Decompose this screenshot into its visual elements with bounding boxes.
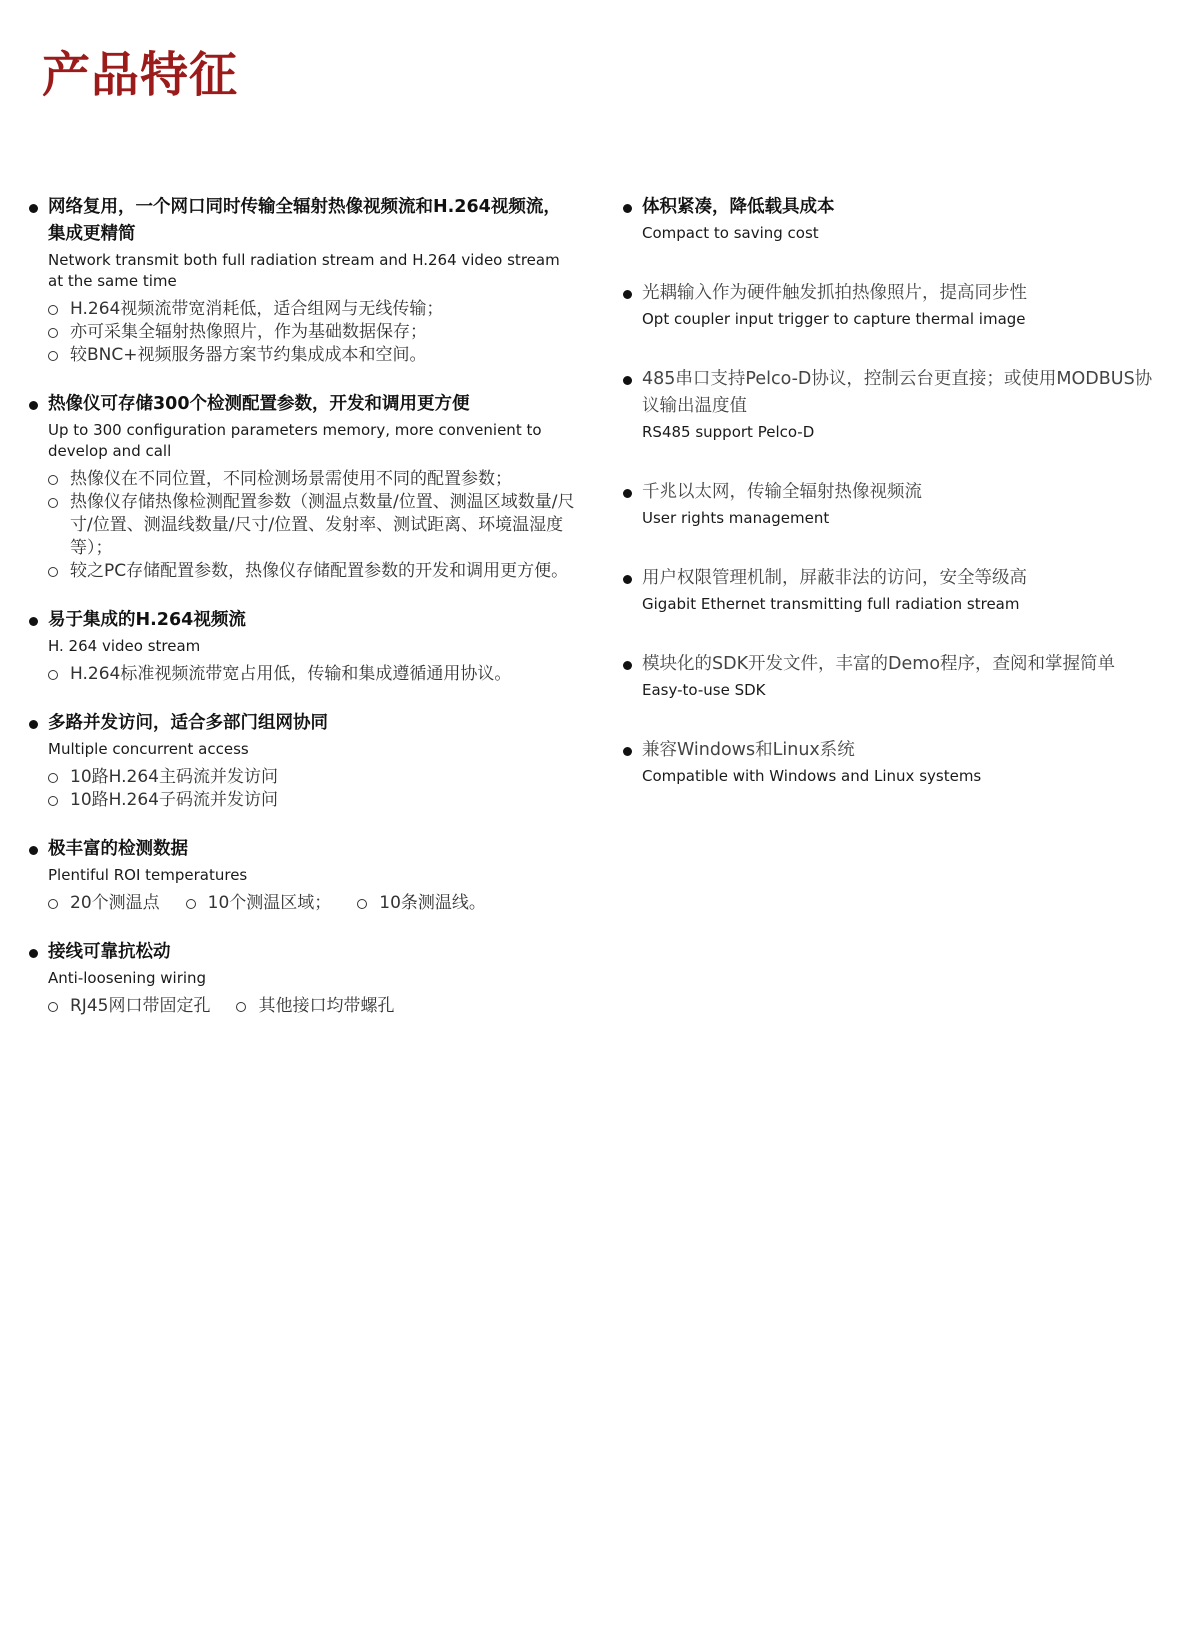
feature-title: 热像仪可存储300个检测配置参数，开发和调用更方便 — [48, 394, 470, 414]
feature-sub-item: 10个测温区域； — [186, 892, 332, 915]
feature-sub-item: 较之PC存储配置参数，热像仪存储配置参数的开发和调用更方便。 — [48, 560, 578, 583]
feature-title: 485串口支持Pelco-D协议，控制云台更直接；或使用MODBUS协议输出温度值 — [642, 369, 1153, 416]
feature-sub-item: 热像仪在不同位置，不同检测场景需使用不同的配置参数； — [48, 468, 578, 491]
feature-sub-item: 较BNC+视频服务器方案节约集成成本和空间。 — [48, 344, 578, 367]
feature-sub-list — [48, 468, 578, 583]
feature-sub-item: 其他接口均带螺孔 — [236, 995, 394, 1018]
feature-english: Compact to saving cost — [642, 224, 819, 242]
feature-english: Compatible with Windows and Linux systems — [642, 767, 982, 785]
feature-title: 模块化的SDK开发文件，丰富的Demo程序，查阅和掌握简单 — [642, 654, 1116, 674]
feature-title: 兼容Windows和Linux系统 — [642, 740, 855, 760]
feature-item — [26, 939, 578, 1018]
feature-english: Up to 300 configuration parameters memory, more convenient to develop and call — [48, 421, 542, 460]
feature-item — [620, 479, 1165, 529]
feature-item — [26, 836, 578, 915]
feature-title: 光耦输入作为硬件触发抓拍热像照片，提高同步性 — [642, 283, 1027, 303]
feature-title: 千兆以太网，传输全辐射热像视频流 — [642, 482, 922, 502]
feature-item — [620, 366, 1165, 443]
feature-sub-list — [48, 298, 578, 367]
feature-title: 用户权限管理机制，屏蔽非法的访问，安全等级高 — [642, 568, 1027, 588]
feature-sub-item: H.264标准视频流带宽占用低，传输和集成遵循通用协议。 — [48, 663, 578, 686]
feature-english: User rights management — [642, 509, 830, 527]
feature-sub-list — [48, 766, 578, 812]
feature-sub-item: 20个测温点 — [48, 892, 160, 915]
feature-sub-list — [48, 995, 578, 1018]
feature-sub-item: 热像仪存储热像检测配置参数（测温点数量/位置、测温区域数量/尺寸/位置、测温线数量/尺寸/位置、发射率、测试距离、环境温湿度等）； — [48, 491, 578, 560]
feature-title: 极丰富的检测数据 — [48, 839, 188, 859]
feature-item — [620, 280, 1165, 330]
feature-english: H. 264 video stream — [48, 637, 201, 655]
feature-title: 易于集成的H.264视频流 — [48, 610, 246, 630]
feature-sub-list — [48, 663, 578, 686]
feature-item — [26, 391, 578, 583]
feature-english: RS485 support Pelco-D — [642, 423, 815, 441]
feature-title: 接线可靠抗松动 — [48, 942, 171, 962]
feature-english: Anti-loosening wiring — [48, 969, 207, 987]
feature-english: Plentiful ROI temperatures — [48, 866, 248, 884]
feature-title: 体积紧凑，降低载具成本 — [642, 197, 835, 217]
left-feature-column — [48, 194, 578, 1042]
feature-item — [26, 710, 578, 812]
feature-item — [620, 737, 1165, 787]
feature-sub-item: 10路H.264子码流并发访问 — [48, 789, 578, 812]
feature-item — [26, 194, 578, 367]
feature-english: Multiple concurrent access — [48, 740, 249, 758]
feature-sub-item: H.264视频流带宽消耗低，适合组网与无线传输； — [48, 298, 578, 321]
feature-sub-item: 10条测温线。 — [357, 892, 486, 915]
feature-sub-list — [48, 892, 578, 915]
feature-english: Network transmit both full radiation stream and H.264 video stream at the same time — [48, 251, 560, 290]
feature-sub-item: 10路H.264主码流并发访问 — [48, 766, 578, 789]
page-title: 产品特征 — [42, 47, 239, 103]
feature-item — [26, 607, 578, 686]
feature-title: 多路并发访问，适合多部门组网协同 — [48, 713, 328, 733]
right-feature-column — [620, 194, 1165, 823]
feature-sub-item: 亦可采集全辐射热像照片，作为基础数据保存； — [48, 321, 578, 344]
feature-sub-item: RJ45网口带固定孔 — [48, 995, 210, 1018]
feature-item — [620, 565, 1165, 615]
feature-english: Easy-to-use SDK — [642, 681, 766, 699]
feature-english: Gigabit Ethernet transmitting full radiation stream — [642, 595, 1020, 613]
feature-item — [620, 194, 1165, 244]
feature-title: 网络复用，一个网口同时传输全辐射热像视频流和H.264视频流，集成更精简 — [48, 197, 561, 244]
feature-english: Opt coupler input trigger to capture thermal image — [642, 310, 1026, 328]
feature-item — [620, 651, 1165, 701]
